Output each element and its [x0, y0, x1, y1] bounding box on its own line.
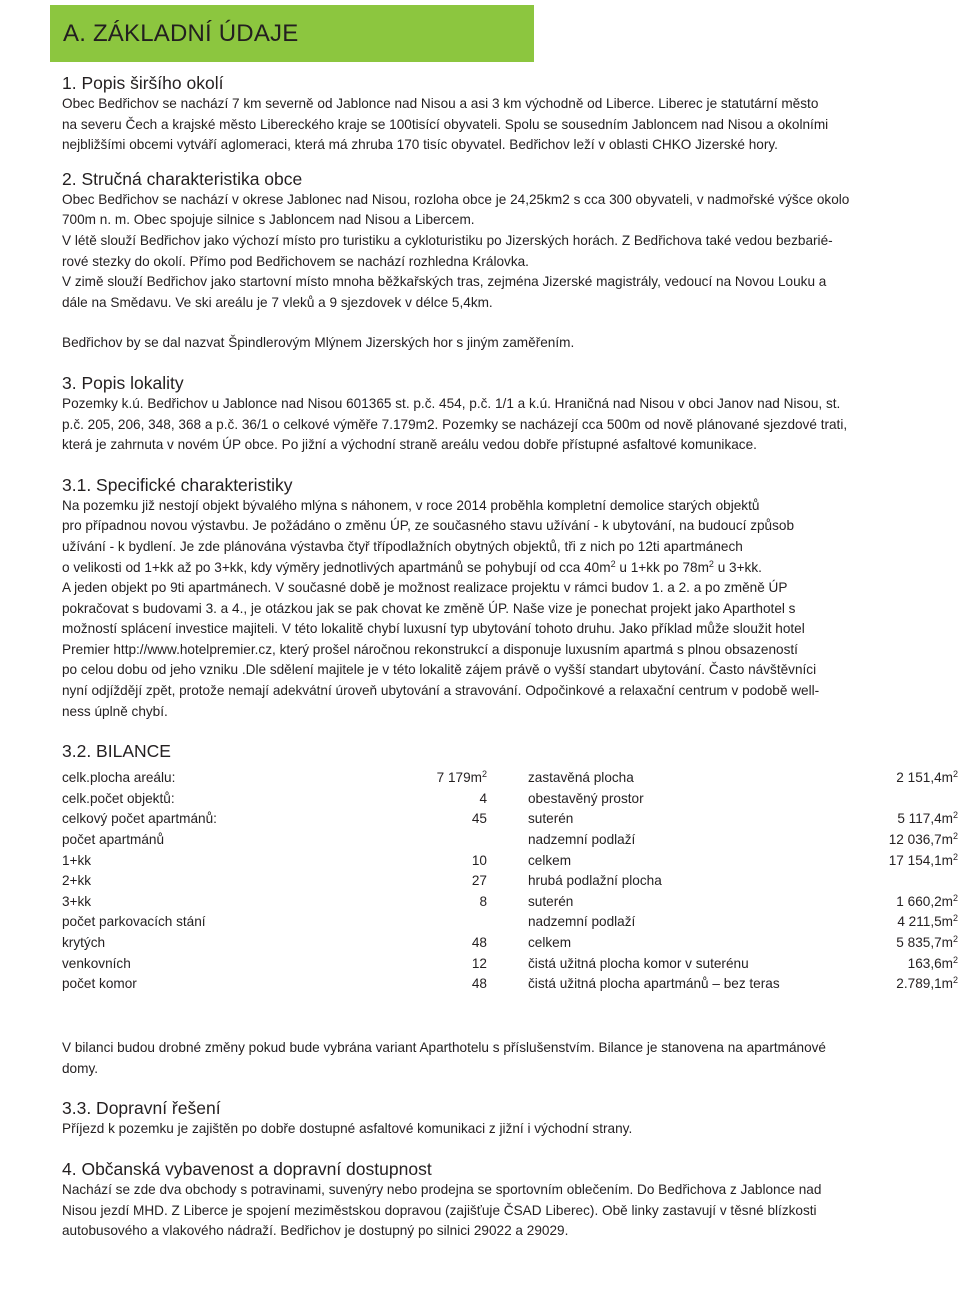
paragraph-line: Nachází se zde dva obchody s potravinami, suvenýry nebo prodejna se sportovním oblečením. Do Bedřichova z Jablonce nad [62, 1182, 822, 1198]
section-heading: 2. Stručná charakteristika obce [62, 168, 303, 189]
paragraph-line: ness úplně chybí. [62, 703, 168, 719]
paragraph-line: Pozemky k.ú. Bedřichov u Jablonce nad Nisou 601365 st. p.č. 454, p.č. 1/1 a k.ú. Hraničná nad Nisou v obci Janov nad Nisou, st. [62, 395, 841, 411]
paragraph-line: p.č. 205, 206, 348, 368 a p.č. 36/1 o celkové výměře 7.179m2. Pozemky se nacházejí cca 500m od nově plánované sjezdové trati, [62, 416, 848, 432]
paragraph-line: Obec Bedřichov se nachází 7 km severně od Jablonce nad Nisou a asi 3 km východně od Liberce. Liberec je statutární město [62, 96, 819, 111]
page-title: A. ZÁKLADNÍ ÚDAJE [63, 20, 299, 47]
paragraph-line: dále na Smědavu. Ve ski areálu je 7 vleků a 9 sjezdovek v délce 5,4km. [62, 294, 493, 310]
paragraph-line: možností splácení investice majiteli. V této lokalitě chybí luxusní typ ubytování tohoto druhu. Jako příklad může sloužit hotel [62, 621, 805, 637]
balance-row: celk.plocha areálu: 7 $179m^2$ [62, 769, 487, 786]
balance-row: suterén 1 $660,2m^2$ [528, 892, 958, 909]
balance-row: čistá užitná plocha komor v suterénu $163,6m^2$ [528, 954, 958, 971]
balance-row: 3+kk 8 [62, 893, 487, 909]
document-body [62, 72, 957, 1242]
balance-row: celkový počet apartmánů: 45 [62, 811, 487, 827]
paragraph-line: pokračovat s budovami 3. a 4., je otázkou jak se pak chovat ke změně ÚP. Naše vize je ponechat projekt jako Aparthotel s [62, 600, 796, 616]
section-heading: 3.2. BILANCE [62, 741, 171, 762]
paragraph-line: Bedřichov by se dal nazvat Špindlerovým Mlýnem Jizerských hor s jiným zaměřením. [62, 335, 575, 351]
paragraph-line: nyní odjíždějí zpět, protože nemají adekvátní úroveň ubytování a stravování. Odpočinkové a relaxační centrum v podobě well- [62, 683, 820, 699]
balance-row: venkovních 12 [62, 955, 487, 971]
balance-left-column [62, 768, 487, 995]
paragraph-line: Na pozemku již nestojí objekt bývalého mlýna s náhonem, v roce 2014 proběhla kompletní demolice starých objektů [62, 497, 760, 513]
paragraph-line: A jeden objekt po 9ti apartmánech. V současné době je možnost realizace projektu v rámci budov 1. a 2. a po změně ÚP [62, 580, 788, 596]
paragraph-line: po celou dobu od jeho vzniku .Dle sdělení majitele je v této lokalitě zájem právě o vyšší standart ubytování. Často návštěvníci [62, 662, 817, 678]
section-heading: 3.3. Dopravní řešení [62, 1098, 221, 1119]
paragraph-line: užívání - k bydlení. Je zde plánována výstavba čtyř třípodlažních obytných objektů, tři z nich po 12ti apartmánech [62, 538, 743, 554]
balance-row: nadzemní podlaží 4 $211,5m^2$ [528, 913, 958, 930]
section-heading: 3.1. Specifické charakteristiky [62, 474, 293, 495]
balance-row: celkem 17 $154,1m^2$ [528, 851, 958, 868]
balance-row: obestavěný prostor [528, 790, 644, 806]
paragraph-line: domy. [62, 1060, 99, 1076]
section-heading: 3. Popis lokality [62, 372, 184, 393]
paragraph-line: 700m n. m. Obec spojuje silnice s Jabloncem nad Nisou a Libercem. [62, 212, 475, 228]
paragraph-line: Obec Bedřichov se nachází v okrese Jablonec nad Nisou, rozloha obce je 24,25km2 s cca 300 obyvateli, v nadmořské výšce okolo [62, 191, 850, 207]
balance-right-column [528, 768, 958, 995]
paragraph-line: o velikosti od 1+kk až po 3+kk, kdy výměry jednotlivých apartmánů se pohybují od cca $40m^2$ u 1+kk po $78m^2$ u 3+kk. [62, 558, 762, 575]
title-banner [50, 5, 534, 62]
paragraph-line: která je zahrnuta v novém ÚP obce. Po jižní a východní straně areálu vedou dobře přístupné asfaltové komunikace. [62, 437, 757, 453]
balance-row: počet komor 48 [62, 976, 487, 992]
balance-row: celk.počet objektů: 4 [62, 790, 487, 806]
paragraph-line: Nisou jezdí MHD. Z Liberce je spojení meziměstskou dopravou (zajišťuje ČSAD Liberec). Obě linky zastavují v těsné blízkosti [62, 1202, 817, 1218]
balance-row: celkem 5 $835,7m^2$ [528, 934, 958, 950]
section-heading: 4. Občanská vybavenost a dopravní dostupnost [62, 1159, 432, 1180]
balance-row: počet parkovacích stání [62, 914, 206, 930]
paragraph-line: V létě slouží Bedřichov jako výchozí místo pro turistiku a cykloturistiku po Jizerských horách. Z Bedřichova také vedou bezbarié- [62, 232, 833, 248]
balance-row: počet apartmánů [62, 832, 165, 848]
paragraph-line: na severu Čech a krajské město Libereckého kraje se 100tisící obyvateli. Spolu se sousedním Jabloncem nad Nisou a okolními [62, 116, 829, 132]
balance-row: čistá užitná plocha apartmánů – bez teras $2.789,1m^2$ [528, 975, 958, 992]
balance-row: 2+kk 27 [62, 873, 487, 889]
paragraph-line: V zimě slouží Bedřichov jako startovní místo mnoha běžkařských tras, zejména Jizerské magistrály, vedoucí na Novou Louku a [62, 274, 827, 290]
paragraph-line: rové stezky do okolí. Přímo pod Bedřichovem se nachází rozhledna Královka. [62, 253, 529, 269]
paragraph-line: autobusového a vlakového nádraží. Bedřichov je dostupný po silnici 29022 a 29029. [62, 1223, 569, 1239]
balance-row: nadzemní podlaží 12 $036,7m^2$ [528, 831, 958, 848]
balance-row: zastavěná plocha 2 $151,4m^2$ [528, 769, 958, 786]
balance-row: hrubá podlažní plocha [528, 873, 662, 889]
balance-row: suterén 5 $117,4m^2$ [528, 810, 958, 827]
paragraph-line: Premier http://www.hotelpremier.cz, který prošel náročnou rekonstrukcí a disponuje luxusním apartmá s plnou obsazeností [62, 641, 798, 657]
balance-row: krytých 48 [62, 935, 487, 950]
paragraph-line: Příjezd k pozemku je zajištěn po dobře dostupné asfaltové komunikaci z jižní i východní strany. [62, 1121, 633, 1137]
section-heading: 1. Popis širšího okolí [62, 73, 224, 93]
paragraph-line: V bilanci budou drobné změny pokud bude vybrána variant Aparthotelu s příslušenstvím. Bilance je stanovena na apartmánové [62, 1040, 826, 1056]
balance-table [62, 768, 957, 1038]
balance-row: 1+kk 10 [62, 852, 487, 868]
paragraph-line: pro případnou novou výstavbu. Je požádáno o změnu ÚP, ze současného stavu užívání - k ubytování, na budoucí způsob [62, 518, 795, 534]
paragraph-line: nejbližšími obcemi vytváří aglomeraci, která má zhruba 170 tisíc obyvatel. Bedřichov leží v oblasti CHKO Jizerské hory. [62, 137, 778, 153]
